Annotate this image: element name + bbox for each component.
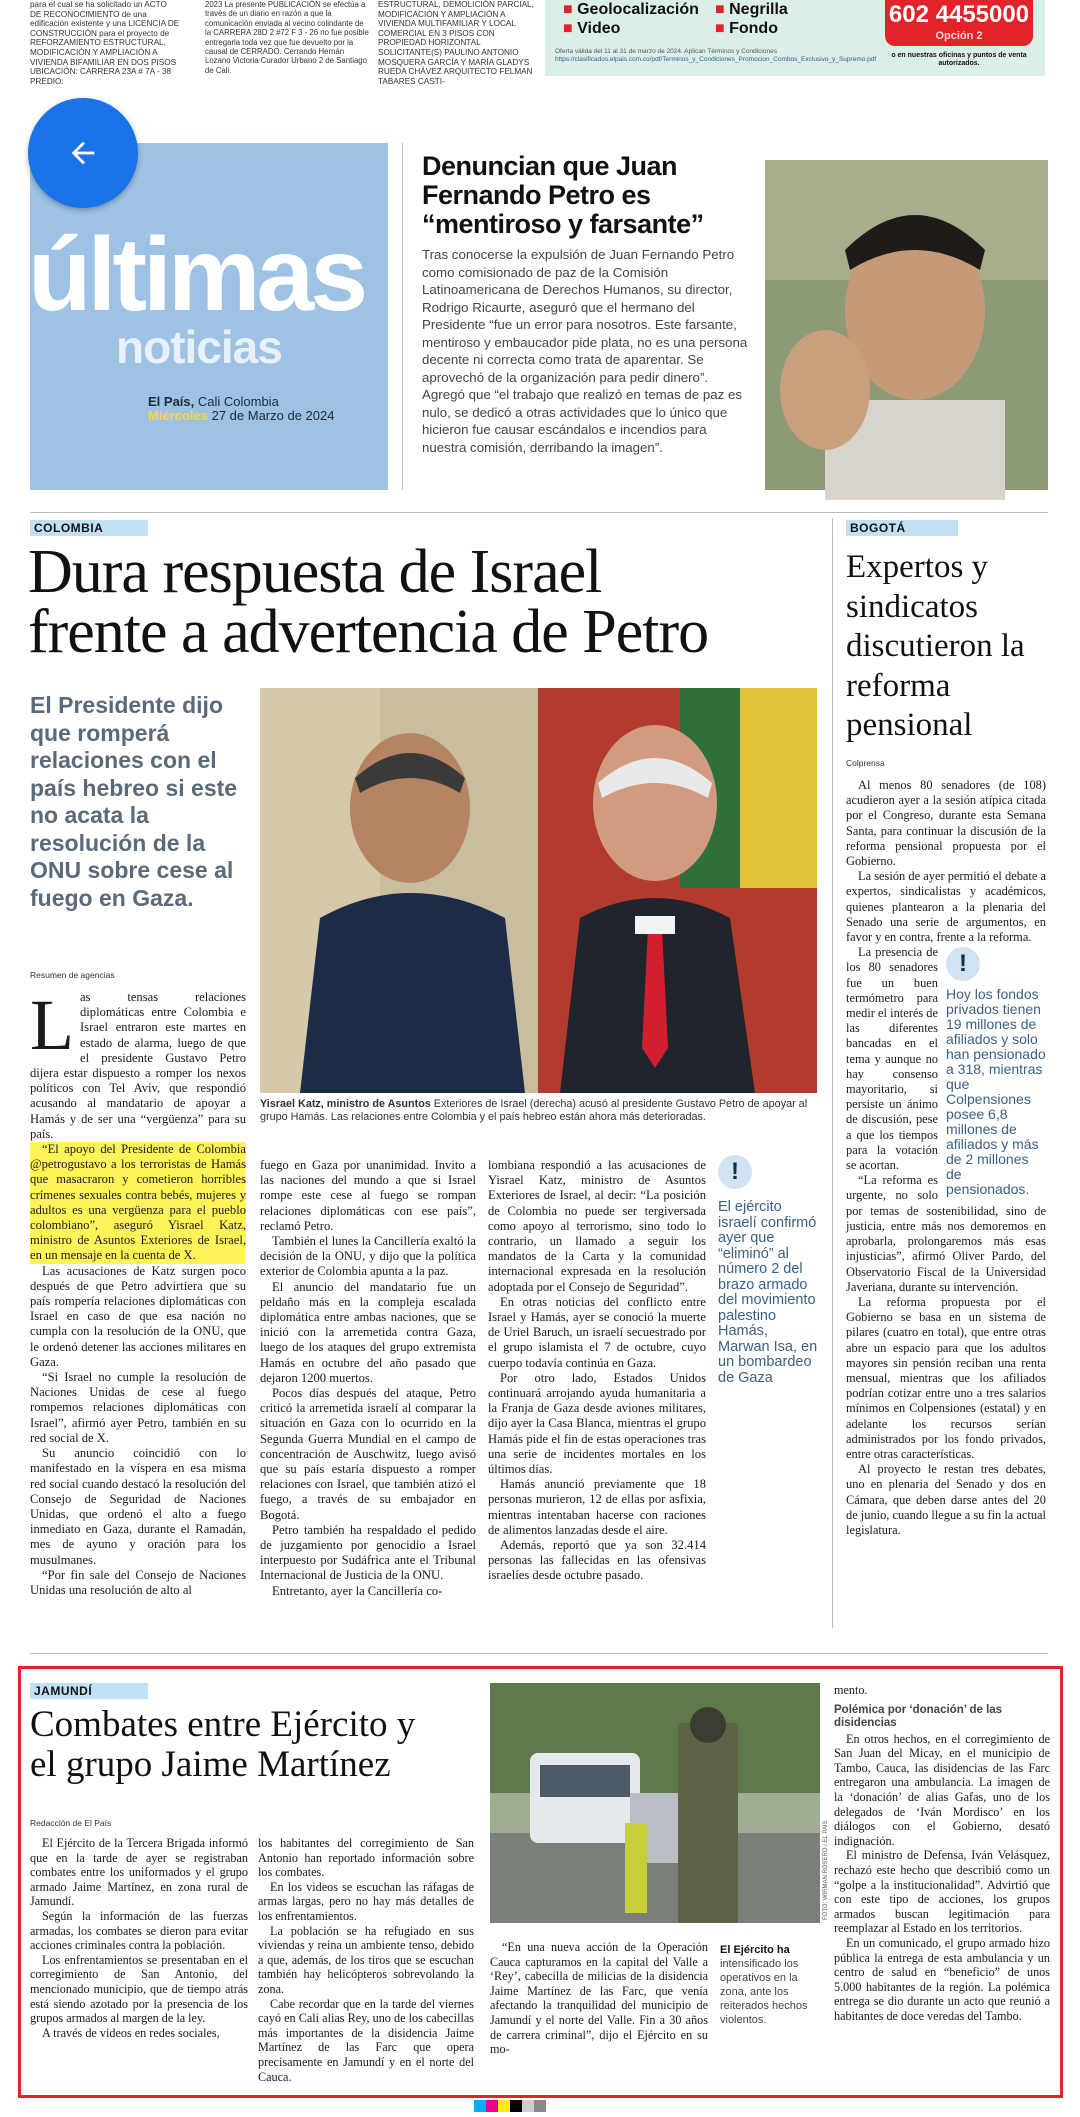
- paragraph: La población se ha refugiado en sus viviendas y reina un ambiente tenso, debido a que, además, de los tiros que se escuchan también hay helicópteros sobrevolando la zona.: [258, 1923, 474, 1996]
- paragraph: “Por fin sale del Consejo de Naciones Unidas una resolución de alto al: [30, 1567, 246, 1597]
- israel-column-3: [488, 1158, 706, 1584]
- ad-offices: o en nuestras oficinas y puntos de venta autorizados.: [891, 52, 1027, 67]
- paragraph: Pocos días después del ataque, Petro criticó la arremetida israelí al comparar la situación en Gaza con lo ocurrido en la Segunda Guerra Mundial en el campo de concentración de Auschwitz, luego avisó que su país estaría dispuesto a romper relaciones con Israel, que también atizó el fuego, a través de su embajador en Bogotá.: [260, 1386, 476, 1522]
- ad-item: Video: [577, 20, 621, 37]
- israel-column-1: [30, 985, 246, 1598]
- combates-byline: Redacción de El País: [30, 1818, 112, 1828]
- section-kicker: BOGOTÁ: [846, 520, 958, 536]
- pension-body: [846, 778, 1046, 1538]
- highlighted-quote: “El apoyo del Presidente de Colombia @petrogustavo a los terroristas de Hamás que masacraron y cometieron horribles crímenes sexuales contra bebés, mujeres y adultos es una vergüenza para el pueblo colombiano”, aseguró Yisrael Katz, ministro de Asuntos Exteriores de Israel, en un mensaje en la cuenta de X.: [30, 1142, 246, 1263]
- top-story-headline: Denuncian que Juan Fernando Petro es “mentiroso y farsante”: [422, 151, 704, 239]
- juan-fernando-petro-photo: [765, 160, 1048, 490]
- paragraph: mento.: [834, 1683, 868, 1697]
- section-kicker: COLOMBIA: [30, 520, 148, 536]
- paragraph: los habitantes del corregimiento de San Antonio han reportado información sobre los combates.: [258, 1836, 474, 1880]
- paragraph: Al menos 80 senadores (de 108) acudieron ayer a la sesión atípica citada por el Congreso, durante esta Semana Santa, para continuar la discusión de la reforma pensional propuesta por el Gobierno.: [846, 778, 1046, 869]
- paragraph: Petro también ha respaldado el pedido de juzgamiento por genocidio a Israel interpuesto por Sudáfrica ante el Tribunal Internacional de Justicia de la ONU.: [260, 1522, 476, 1583]
- paragraph: En los videos se escuchan las ráfagas de armas largas, pero no hay más detalles de los enfrentamientos.: [258, 1879, 474, 1923]
- pension-side-note: ! Hoy los fondos privados tienen 19 millones de afiliados y solo han pensionado a 318, mientras que Colpensiones posee 6,8 millones de afiliados y más de 2 millones de pensionados.: [946, 947, 1046, 1197]
- paragraph: Entretanto, ayer la Cancillería co-: [272, 1583, 443, 1598]
- paragraph: Al proyecto le restan tres debates, uno en plenaria del Senado y dos en Cámara, que deben darse antes del 20 de junio, cuando llegue a su fin la actual legislatura.: [846, 1462, 1046, 1537]
- legal-notice-col-1: para el cual se ha solicitado un ACTO DE RECONOCIMIENTO de una edificación existente y una LICENCIA DE CONSTRUCCIÓN para el proyecto de REFORZAMIENTO ESTRUCTURAL, MODIFICACIÓN Y AMPLIACIÓN A VIVIENDA BIFAMILIAR EN DOS PISOS UBICACIÓN: CARRERA 23A # 7A - 38 PREDIO:: [30, 0, 180, 86]
- combates-column-2: [258, 1836, 474, 2084]
- paragraph: En otras noticias del conflicto entre Israel y Hamás, ayer se conoció la muerte de Uriel Baruch, un israelí secuestrado por el grupo islamista el 7 de octubre, cuyo cuerpo todavía continúa en Gaza.: [488, 1294, 706, 1370]
- top-story-paragraph: Agregó que “el trabajo que realizó en temas de paz es nulo, se dedicó a otras actividades que lo único que hicieron fue causar escándalos e incendios para nuestra comisión, derribando la imagen”.: [422, 387, 743, 455]
- exclamation-icon: !: [718, 1155, 752, 1189]
- paragraph: Según la información de las fuerzas armadas, los combates se dieron para evitar acciones criminales contra la población.: [30, 1908, 248, 1953]
- israel-deck: El Presidente dijo que romperá relaciones con el país hebreo si este no acata la resolución de la ONU sobre cese al fuego en Gaza.: [30, 692, 238, 911]
- paragraph: Por otro lado, Estados Unidos continuará arrojando ayuda humanitaria a la Franja de Gaza desde aviones militares, dijo ayer la Casa Blanca, mientras el grupo Hamás pide el fin de estas operaciones tras una serie de incidentes mortales en los últimos días.: [488, 1370, 706, 1477]
- combates-column-4: [834, 1683, 1050, 2023]
- israel-side-note: El ejército israelí confirmó ayer que “eliminó” al número 2 del brazo armado del movimiento palestino Hamás, Marwan Isa, en un bombardeo de Gaza: [718, 1199, 818, 1386]
- masthead-dateline: [148, 395, 334, 423]
- paragraph: El Ejército de la Tercera Brigada informó que en la tarde de ayer se registraban combates entre los uniformados y el grupo armado Jaime Martínez, en zona rural de Jamundí.: [30, 1836, 248, 1909]
- israel-column-2: [260, 1158, 476, 1599]
- paragraph: Además, reportó que ya son 32.414 personas las fallecidas en las ofensivas israelíes desde octubre pasado.: [488, 1538, 706, 1583]
- israel-byline: Resumen de agencias: [30, 970, 115, 980]
- paragraph: La sesión de ayer permitió el debate a expertos, sindicalistas y académicos, quienes plantearon a la plenaria del Senado una serie de argumentos, en favor y en contra, frente a la reforma.: [846, 869, 1046, 945]
- paragraph: También el lunes la Cancillería exaltó la decisión de la ONU, y dijo que la política exterior de Colombia apunta a la paz.: [260, 1234, 476, 1279]
- paragraph: En un comunicado, el grupo armado hizo pública la entrega de esta ambulancia y un centro de salud en “beneficio” de unos 5.000 habitantes de la región. La polémica entrega se dio durante un acto que reunió a habitantes de doce veredas del Tambo.: [834, 1935, 1050, 2023]
- masthead-title: últimas: [28, 217, 365, 333]
- paragraph: La presencia de los 80 senadores fue un buen termómetro para medir el interés de las diferentes bancadas en el tema y aunque no hay consenso mayoritario, si persiste un ánimo de discusión, pese a que los tiempos para la votación se acortan.: [846, 945, 938, 1173]
- back-button[interactable]: [28, 98, 138, 208]
- combates-photo-caption: El Ejército ha intensificado los operativos en la zona, ante los reiterados hechos violentos.: [720, 1944, 808, 2026]
- paragraph: La reforma propuesta por el Gobierno se basa en un sistema de pilares (cuatro en total), que entre otras abre un espacio para que los adultos mayores sin pensión reciban una renta mensual, mientras que los afiliados podrían cotizar entre uno a tres salarios mínimos en Colpensiones (estatal) y en adelante los recursos serían administrados por los fondo privados, entre otras características.: [846, 1294, 1046, 1461]
- combates-column-3: [490, 1940, 708, 2057]
- combates-headline: Combates entre Ejército y el grupo Jaime Martínez: [30, 1704, 416, 1785]
- israel-headline: Dura respuesta de Israel frente a advertencia de Petro: [28, 538, 709, 666]
- classified-ad: ■ Geolocalización ■ Video ■ Negrilla ■ Fondo Oferta válida del 11 al 31 de marzo de 2024. Aplican Términos y Condiciones https://clasificados.elpais.com.co/pdf/Terminos_y_Condiciones_Promocion_Combos_Exclusivo_y_Supremo.pdf 602 4455000 Opción 2 o en nuestras oficinas y puntos de venta autorizados.: [545, 0, 1045, 76]
- date: 27 de Marzo de 2024: [211, 408, 335, 423]
- ad-fine-print: Oferta válida del 11 al 31 de marzo de 2024. Aplican Términos y Condiciones https://clasificados.elpais.com.co/pdf/Terminos_y_Condiciones_Promocion_Combos_Exclusivo_y_Supremo.pdf: [555, 48, 877, 63]
- section-kicker: JAMUNDÍ: [30, 1683, 148, 1699]
- paragraph: El ministro de Defensa, Iván Velásquez, rechazó este hecho que describió como un “golpe a la institucionalidad”. Advirtió que con este tipo de acciones, los grupos armados buscan legitimación para reemplazar al Estado en los territorios.: [834, 1848, 1050, 1936]
- paragraph: Los enfrentamientos se presentaban en el corregimiento de San Antonio, del mencionado municipio, que de tiempo atrás está siendo azotado por la presencia de los grupos armados al margen de la ley.: [30, 1952, 248, 2026]
- city: Cali Colombia: [197, 394, 279, 409]
- pension-headline: Expertos y sindicatos discutieron la reforma pensional: [846, 549, 1025, 743]
- paragraph: as tensas relaciones diplomáticas entre Colombia e Israel entraron este martes en estado de alarma, luego de que el presidente Gustavo Petro dijera estar dispuesto a romper los nexos políticos con Tel Aviv, que respondió acusando al mandatario de apoyar a Hamás y de ser una “vergüenza” para su país.: [30, 990, 246, 1141]
- army-checkpoint-photo: [490, 1683, 820, 1923]
- paragraph: “En una nueva acción de la Operación Cauca capturamos en la capital del Valle a ‘Rey’, cabecilla de milicias de la disidencia Jaime Martínez de las Farc, que venía afectando la tranquilidad del municipio de Jamundí y el norte del Valle. Fin a 30 años de carrera criminal”, dijo el Ejército en su mo-: [490, 1940, 708, 2057]
- paragraph: El anuncio del mandatario fue un peldaño más en la compleja escalada diplomática entre ambas naciones, que se inició con la arremetida contra Gaza, luego de los ataques del grupo extremista Hamás en octubre del año pasado que dejaron 1200 muertos.: [260, 1279, 476, 1385]
- ad-item: Negrilla: [729, 1, 788, 18]
- paragraph: En otros hechos, en el corregimiento de San Juan del Micay, en el municipio de Tambo, Cauca, las disidencias de las Farc entregaron una ambulancia. La imagen de la ‘donación’ de alias Gafas, uno de los delegados de ‘Iván Mordisco’ en los diálogos con el Gobierno, desató indignación.: [834, 1731, 1050, 1848]
- paragraph: lombiana respondió a las acusaciones de Yisrael Katz, ministro de Asuntos Exteriores de Israel, al decir: “La posición de Colombia no puede ser tergiversada como apoyo al terrorismo, sino todo lo contrario, un llamado a seguir los mandatos de la Carta y la comunidad internacional expresada en la resolución adoptada por el Consejo de Seguridad”.: [488, 1158, 706, 1294]
- weekday: Miércoles: [148, 408, 208, 423]
- paragraph: Su anuncio coincidió con lo manifestado en la víspera en esa misma red social cuando destacó la resolución del Consejo de Seguridad de Naciones Unidas, que ordenó el alto a fuego inmediato en Gaza, durante el Ramadán, mes de ayuno y oración para los musulmanes.: [30, 1446, 246, 1567]
- ad-item: Fondo: [729, 20, 778, 37]
- ad-phone-box: [885, 0, 1033, 46]
- subheading: Polémica por ‘donación’ de las disidencias: [834, 1703, 1003, 1729]
- paragraph: fuego en Gaza por unanimidad. Invito a las naciones del mundo a que si Israel rompe este cese al fuego se rompan relaciones diplomáticas con ese país”, reclamó Petro.: [260, 1158, 476, 1233]
- legal-notice-col-3: ESTRUCTURAL, DEMOLICIÓN PARCIAL, MODIFICACIÓN Y AMPLIACIÓN A VIVIENDA MULTIFAMILIAR Y LOCAL COMERCIAL EN 3 PISOS CON PROPIEDAD HORIZONTAL SOLICITANTE(S) PAULINO ANTONIO MOSQUERA GARCÍA Y MARÍA GLADYS RUEDA CHÁVEZ ARQUITECTO FELMAN TABARES CASTI-: [378, 0, 534, 86]
- petro-katz-photo: [260, 688, 817, 1093]
- paper-name: El País,: [148, 394, 195, 409]
- print-color-bar: [474, 2100, 546, 2112]
- exclamation-icon: !: [946, 947, 980, 981]
- pension-byline: Colprensa: [846, 758, 885, 768]
- ad-option: Opción 2: [935, 30, 983, 42]
- paragraph: Cabe recordar que en la tarde del viernes cayó en Cali alias Rey, uno de los cabecillas más importantes de la disidencia Jaime Martínez de las Farc que opera precisamente en Jamundí y en el norte del Cauca.: [258, 1996, 474, 2084]
- paragraph: “Si Israel no cumple la resolución de Naciones Unidas de cese al fuego rompemos relaciones diplomáticas con Israel”, afirmó ayer Petro, también en su red social de X.: [30, 1370, 246, 1445]
- paragraph: Las acusaciones de Katz surgen poco después de que Petro advirtiera que su país rompería relaciones diplomáticas con Israel en caso de que esa nación no cumpla con la resolución de la ONU, que le ordenó detener las acciones militares en Gaza.: [30, 1263, 246, 1369]
- photo-credit: FOTO: WIRMAN ROSERO / EL PAÍS: [823, 1820, 829, 1920]
- combates-column-1: [30, 1836, 248, 2040]
- dropcap: L: [30, 985, 74, 1065]
- paragraph: Hamás anunció previamente que 18 personas murieron, 12 de ellas por asfixia, mientras intentaban hacerse con raciones de alimentos lanzadas desde el aire.: [488, 1477, 706, 1537]
- paragraph: “La reforma es urgente, no solo por temas de sostenibilidad, sino de justicia, entre más nos demoremos en aprobarla, prolongaremos más esas injusticias”, afirmó Oliver Pardo, del Observatorio Fiscal de la Universidad Javeriana, durante su intervención.: [846, 1173, 1046, 1294]
- israel-photo-caption: Yisrael Katz, ministro de Asuntos Exteriores de Israel (derecha) acusó al presidente Gustavo Petro de apoyar al grupo Hamás. Las relaciones entre Colombia y el país hebreo están ahora más deterioradas.: [260, 1098, 808, 1123]
- arrow-left-icon: [66, 136, 100, 170]
- paragraph: A través de videos en redes sociales,: [42, 2025, 220, 2040]
- top-story-body: [422, 246, 752, 456]
- ad-item: Geolocalización: [577, 1, 699, 18]
- top-story-paragraph: Tras conocerse la expulsión de Juan Fernando Petro como comisionado de paz de la Comisión Latinoamericana de Derechos Humanos, su director, Rodrigo Ricaurte, aseguró que el hermano del Presidente “fue un error para nosotros. Este farsante, mentiroso y embaucador pide plata, no es una persona decente ni correcta como trata de aparentar. Se aprovechó de la organización para pedir dinero”.: [422, 247, 748, 385]
- legal-notice-col-2: 2023 La presente PUBLICACIÓN se efectúa a través de un diario en razón a que la comunicación enviada al vecino colindante de la CARRERA 28D 2 #72 F 3 - 26 no fue posible entregarla toda vez que fue devuelto por la causal de CERRADO. Cerrando Hernán Lozano Victoria Curador Urbano 2 de Santiago de Cali.: [205, 0, 369, 75]
- masthead-subtitle: noticias: [116, 321, 282, 373]
- ad-phone: 602 4455000: [888, 1, 1030, 28]
